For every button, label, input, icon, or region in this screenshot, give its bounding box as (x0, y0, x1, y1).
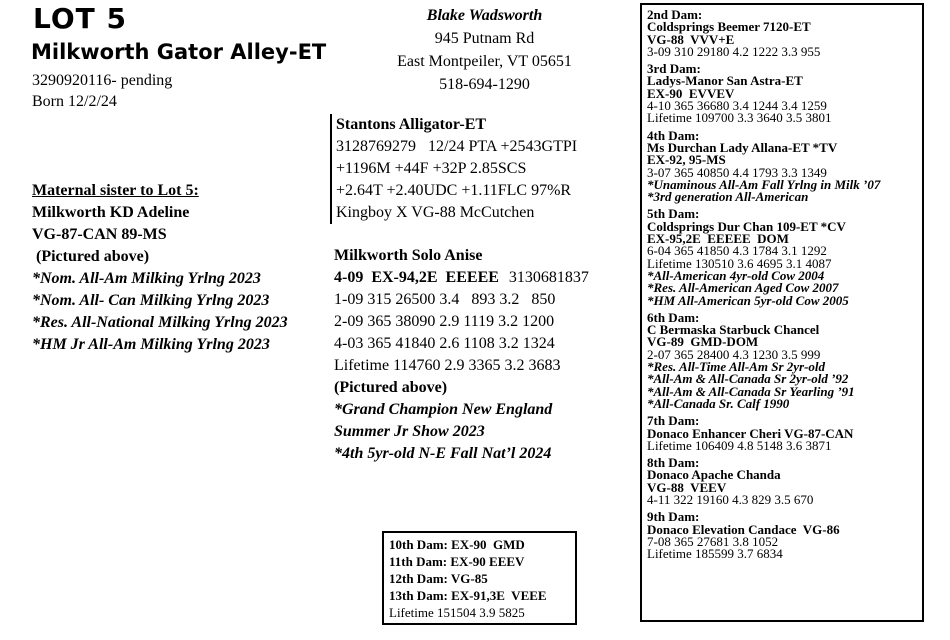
pedigree-line: 3-07 365 40850 4.4 1793 3.3 1349 (647, 164, 827, 180)
dam-award: *4th 5yr-old N-E Fall Nat’l 2024 (334, 445, 552, 462)
maternal-award: *HM Jr All-Am Milking Yrlng 2023 (32, 336, 270, 353)
pedigree-section (647, 457, 922, 506)
pedigree-line: EX-95,2E EEEEE DOM (647, 231, 789, 247)
maternal-sister-class: VG-87-CAN 89-MS (32, 226, 167, 243)
pedigree-line: 6-04 365 41850 4.3 1784 3.1 1292 (647, 243, 827, 259)
pedigree-line: Ms Durchan Lady Allana-ET *TV (647, 139, 838, 155)
pedigree-section (647, 415, 922, 452)
pedigree-section (647, 63, 922, 124)
further-dam-line: 11th Dam: EX-90 EEEV (389, 554, 525, 569)
pedigree-section (647, 208, 922, 306)
lot-number: LOT 5 (33, 2, 127, 35)
dam-registration: 3130681837 (508, 269, 589, 286)
pedigree-line: Coldsprings Beemer 7120-ET (647, 19, 811, 35)
pedigree-line: Lifetime 106409 4.8 5148 3.6 3871 (647, 437, 832, 453)
pedigree-line: Donaco Elevation Candace VG-86 (647, 521, 840, 537)
dam-class: 4-09 EX-94,2E EEEEE (334, 269, 499, 286)
dam-record: 2-09 365 38090 2.9 1119 3.2 1200 (334, 313, 555, 330)
sire-line: 3128769279 12/24 PTA +2543GTPI (336, 138, 578, 155)
dam-record: 1-09 315 26500 3.4 893 3.2 850 (334, 291, 556, 308)
pedigree-dam-label: 9th Dam: (647, 509, 700, 525)
further-dams-box (382, 531, 577, 625)
dam-block (334, 245, 589, 465)
owner-contact (377, 4, 592, 96)
pedigree-section (647, 309, 922, 411)
dam-award: Summer Jr Show 2023 (334, 423, 485, 440)
pedigree-dam-label: 5th Dam: (647, 206, 700, 222)
pedigree-box (640, 3, 924, 622)
pedigree-line: C Bermaska Starbuck Chancel (647, 322, 820, 338)
pedigree-dam-label: 3rd Dam: (647, 61, 701, 77)
pedigree-line: *Res. All-American Aged Cow 2007 (647, 280, 839, 296)
pedigree-line: VG-88 VVV+E (647, 31, 735, 47)
pedigree-line: 3-09 310 29180 4.2 1222 3.3 955 (647, 43, 821, 59)
pedigree-line: VG-89 GMD-DOM (647, 334, 759, 350)
owner-city: East Montpeiler, VT 05651 (397, 53, 572, 70)
registration-number: 3290920116- pending (32, 72, 173, 89)
sire-line: +2.64T +2.40UDC +1.11FLC 97%R (336, 182, 572, 199)
maternal-sister-name: Milkworth KD Adeline (32, 204, 190, 221)
pedigree-line: Lifetime 109700 3.3 3640 3.5 3801 (647, 110, 832, 126)
maternal-sister-pictured: (Pictured above) (32, 248, 150, 265)
further-dam-line: 10th Dam: EX-90 GMD (389, 537, 525, 552)
dam-pictured: (Pictured above) (334, 379, 448, 396)
pedigree-line: 2-07 365 28400 4.3 1230 3.5 999 (647, 346, 821, 362)
sire-line: +1196M +44F +32P 2.85SCS (336, 160, 527, 177)
pedigree-line: 4-10 365 36680 3.4 1244 3.4 1259 (647, 98, 827, 114)
pedigree-line: Coldsprings Dur Chan 109-ET *CV (647, 218, 846, 234)
dam-name: Milkworth Solo Anise (334, 247, 483, 264)
dam-record: 4-03 365 41840 2.6 1108 3.2 1324 (334, 335, 555, 352)
pedigree-line: *All-American 4yr-old Cow 2004 (647, 267, 825, 283)
pedigree-dam-label: 7th Dam: (647, 413, 700, 429)
pedigree-section (647, 127, 922, 205)
further-dam-line: Lifetime 151504 3.9 5825 (389, 605, 525, 620)
pedigree-line: VG-88 VEEV (647, 479, 727, 495)
further-dam-line: 13th Dam: EX-91,3E VEEE (389, 588, 547, 603)
birth-date: Born 12/2/24 (32, 93, 117, 110)
pedigree-section (647, 511, 922, 560)
pedigree-dam-label: 4th Dam: (647, 127, 700, 143)
pedigree-line: Donaco Enhancer Cheri VG-87-CAN (647, 425, 854, 441)
sire-block (330, 114, 577, 224)
dam-record: Lifetime 114760 2.9 3365 3.2 3683 (334, 357, 561, 374)
pedigree-line: Lifetime 130510 3.6 4695 3.1 4087 (647, 255, 832, 271)
dam-award: *Grand Champion New England (334, 401, 553, 418)
pedigree-line: 7-08 365 27681 3.8 1052 (647, 533, 779, 549)
further-dam-line: 12th Dam: VG-85 (389, 571, 488, 586)
owner-phone: 518-694-1290 (439, 76, 530, 93)
maternal-sister-heading: Maternal sister to Lot 5: (32, 182, 199, 199)
pedigree-dam-label: 8th Dam: (647, 455, 700, 471)
pedigree-section (647, 9, 922, 58)
pedigree-line: *All-Am & All-Canada Sr 2yr-old ’92 (647, 371, 849, 387)
sire-name: Stantons Alligator-ET (336, 116, 487, 133)
owner-name: Blake Wadsworth (426, 7, 543, 24)
pedigree-dam-label: 6th Dam: (647, 309, 700, 325)
pedigree-line: *HM All-American 5yr-old Cow 2005 (647, 292, 849, 308)
maternal-award: *Nom. All- Can Milking Yrlng 2023 (32, 292, 270, 309)
pedigree-line: EX-90 EVVEV (647, 85, 735, 101)
pedigree-line: *All-Am & All-Canada Sr Yearling ’91 (647, 383, 855, 399)
pedigree-line: *All-Canada Sr. Calf 1990 (647, 395, 790, 411)
maternal-award: *Res. All-National Milking Yrlng 2023 (32, 314, 288, 331)
pedigree-line: *Unaminous All-Am Fall Yrlng in Milk ’07 (647, 176, 881, 192)
animal-name: Milkworth Gator Alley-ET (31, 40, 327, 64)
pedigree-line: *3rd generation All-American (647, 189, 809, 205)
pedigree-dam-label: 2nd Dam: (647, 7, 703, 22)
pedigree-line: *Res. All-Time All-Am Sr 2yr-old (647, 359, 826, 375)
maternal-award: *Nom. All-Am Milking Yrlng 2023 (32, 270, 261, 287)
owner-street: 945 Putnam Rd (434, 30, 535, 47)
maternal-sister-block (32, 180, 288, 356)
pedigree-line: EX-92, 95-MS (647, 152, 726, 168)
pedigree-line: Ladys-Manor San Astra-ET (647, 73, 803, 89)
pedigree-line: Lifetime 185599 3.7 6834 (647, 546, 783, 562)
sire-line: Kingboy X VG-88 McCutchen (336, 204, 535, 221)
pedigree-line: 4-11 322 19160 4.3 829 3.5 670 (647, 491, 814, 507)
pedigree-line: Donaco Apache Chanda (647, 467, 781, 483)
